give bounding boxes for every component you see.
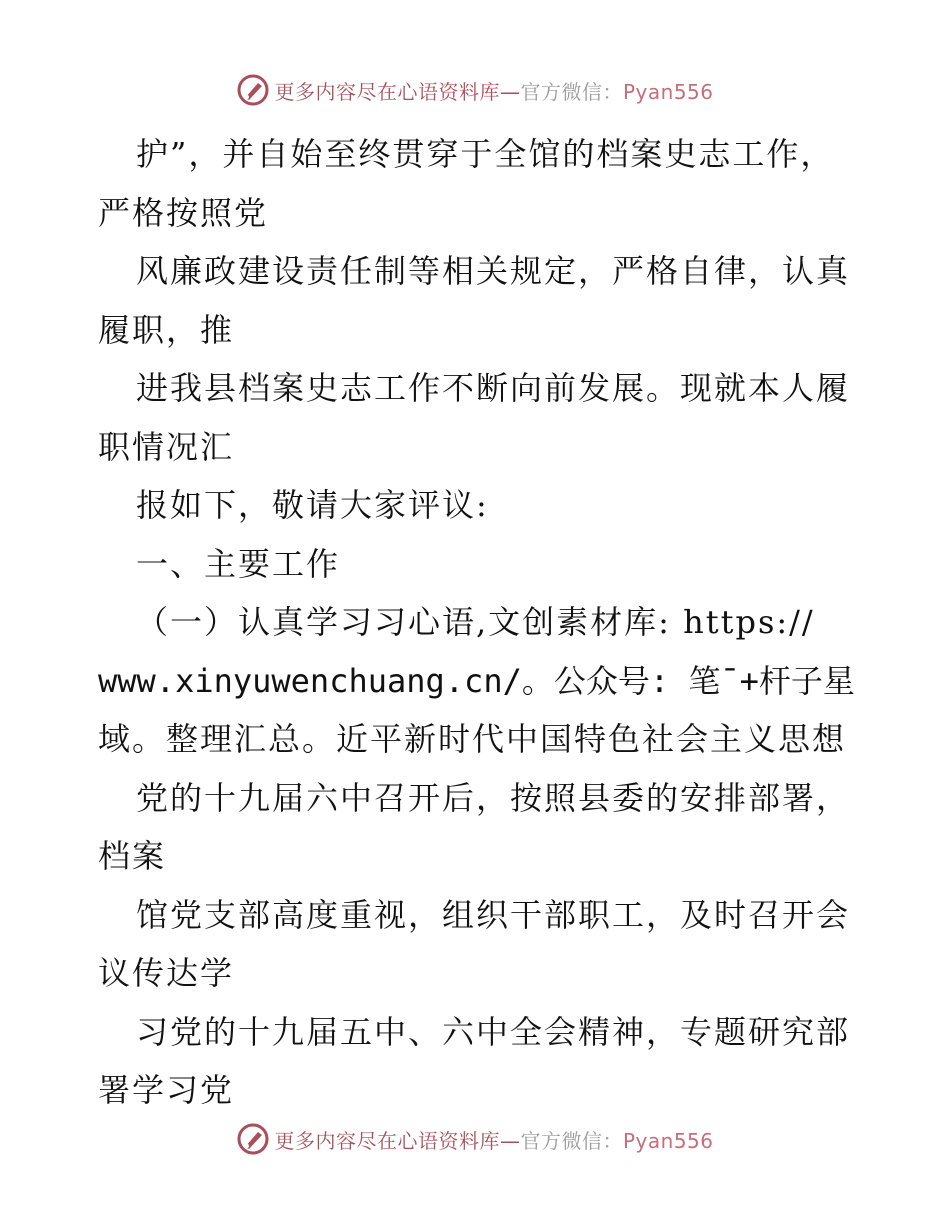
text-line: 履职，推 (98, 310, 235, 349)
pen-logo-icon (236, 73, 270, 107)
pen-logo-icon (236, 1122, 270, 1156)
banner-main-text: 更多内容尽在心语资料库— (274, 79, 521, 104)
banner-text (274, 1125, 713, 1154)
section-heading: 一、主要工作 (136, 544, 341, 583)
text-line: 署学习党 (98, 1071, 235, 1109)
subsection-heading: （一）认真学习习心语,文创素材库: https:// (136, 603, 815, 641)
banner-text (274, 76, 713, 105)
text-line: 报如下，敬请大家评议: (136, 486, 489, 524)
banner-main-text: 更多内容尽在心语资料库— (274, 1128, 521, 1153)
text-line: 议传达学 (98, 954, 235, 992)
footer-watermark-banner (0, 1119, 950, 1159)
banner-wechat-id: Pyan556 (622, 79, 714, 104)
text-line-url: www.xinyuwenchuang.cn/。公众号: 笔¯+杆子星 (98, 661, 855, 700)
text-line: 严格按照党 (98, 193, 269, 232)
text-line: 护”，并自始至终贯穿于全馆的档案史志工作， (136, 135, 835, 173)
header-watermark-banner (0, 70, 950, 110)
text-line: 进我县档案史志工作不断向前发展。现就本人履 (136, 369, 851, 407)
text-line: 习党的十九届五中、六中全会精神，专题研究部 (136, 1012, 851, 1051)
text-line: 职情况汇 (98, 427, 235, 466)
text-line: 域。整理汇总。近平新时代中国特色社会主义思想 (98, 720, 847, 758)
text-line: 风廉政建设责任制等相关规定，严格自律，认真 (136, 252, 851, 290)
banner-wechat-label: 官方微信： (520, 79, 623, 104)
text-line: 档案 (98, 837, 167, 875)
banner-wechat-label: 官方微信： (520, 1128, 623, 1153)
text-line: 馆党支部高度重视，组织干部职工，及时召开会 (136, 895, 851, 934)
text-line: 党的十九届六中召开后，按照县委的安排部署， (136, 778, 851, 817)
banner-wechat-id: Pyan556 (622, 1128, 714, 1153)
document-body (98, 125, 858, 1120)
